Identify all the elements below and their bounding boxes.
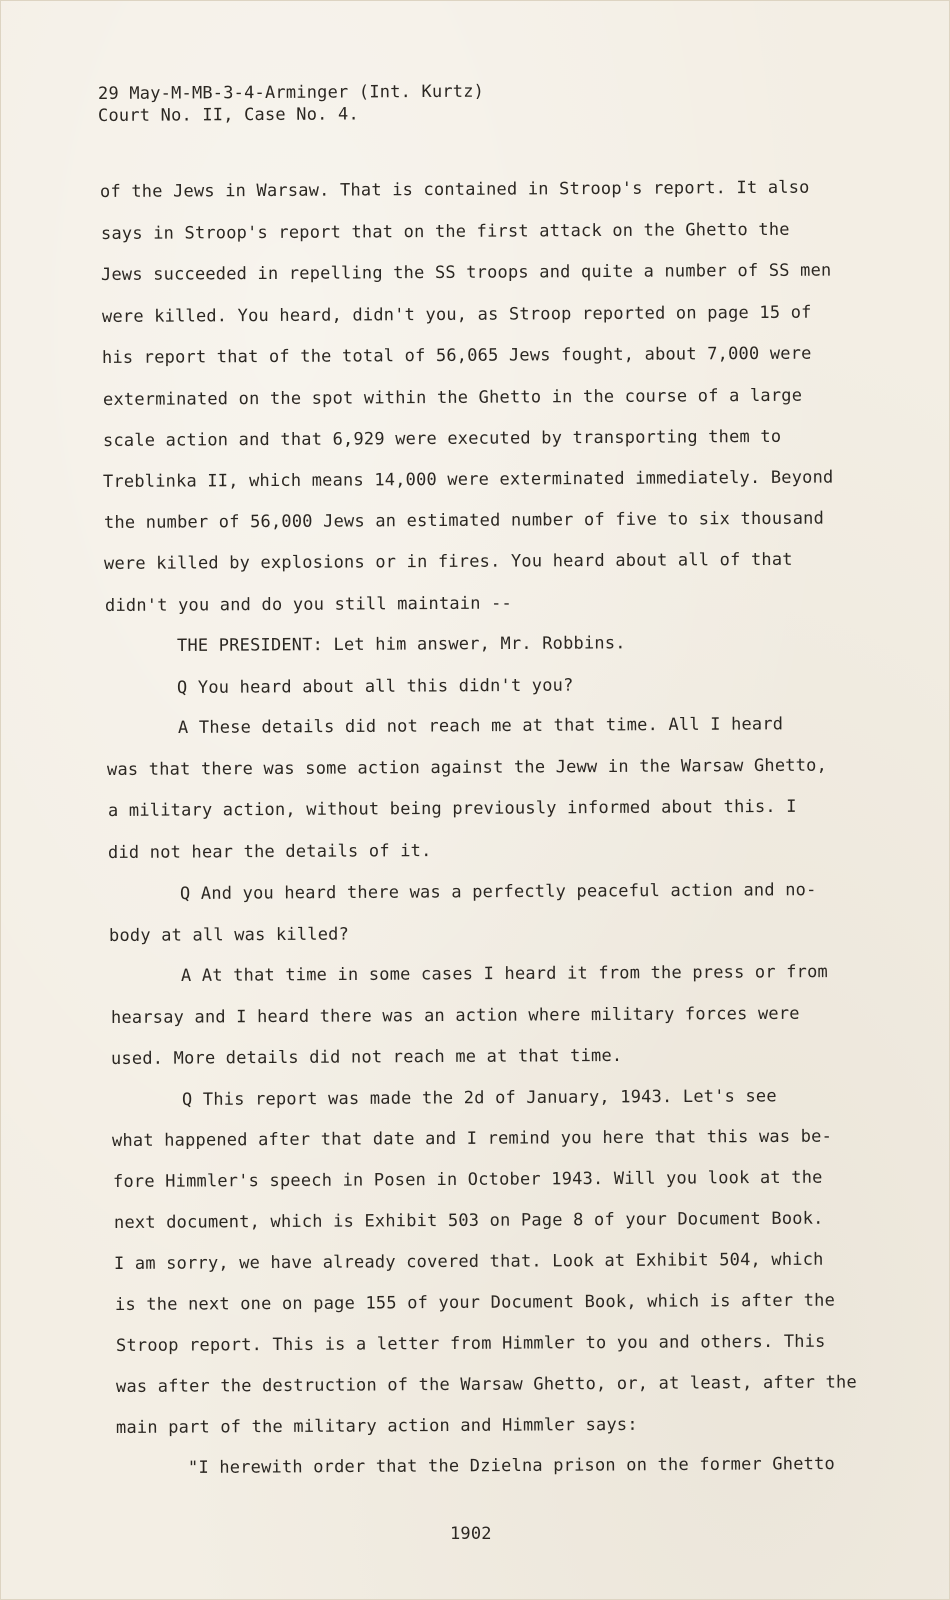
body-line: main part of the military action and Himmler says: — [115, 1414, 638, 1438]
question-line: Q This report was made the 2d of January, 1943. Let's see — [181, 1086, 777, 1110]
body-line: were killed by explosions or in fires. You heard about all of that — [103, 549, 793, 574]
header-court-number: Court No. II, Case No. 4. — [97, 104, 359, 126]
body-line: used. More details did not reach me at that time. — [110, 1045, 623, 1069]
body-line: hearsay and I heard there was an action where military forces were — [110, 1003, 800, 1028]
body-line: fore Himmler's speech in Posen in October 1943. Will you look at the — [112, 1167, 823, 1192]
speaker-line: THE PRESIDENT: Let him answer, Mr. Robbins. — [176, 633, 626, 656]
header-case-reference: 29 May-M-MB-3-4-Arminger (Int. Kurtz) — [97, 81, 485, 104]
body-line: I am sorry, we have already covered that. Look at Exhibit 504, which — [113, 1249, 824, 1274]
answer-line: A At that time in some cases I heard it from the press or from — [180, 962, 829, 986]
question-line: Q You heard about all this didn't you? — [176, 675, 574, 698]
body-line: his report that of the total of 56,065 Jews fought, about 7,000 were — [101, 343, 812, 368]
body-line: Treblinka II, which means 14,000 were exterminated immediately. Beyond — [102, 467, 834, 492]
body-line: was after the destruction of the Warsaw Ghetto, or, at least, after the — [115, 1372, 857, 1397]
body-line: was that there was some action against the Jeww in the Warsaw Ghetto, — [106, 755, 828, 780]
body-line: what happened after that date and I remind you here that this was be- — [111, 1126, 833, 1151]
body-line: Stroop report. This is a letter from Himmler to you and others. This — [115, 1331, 826, 1356]
body-line: body at all was killed? — [108, 924, 350, 946]
body-line: is the next one on page 155 of your Document Book, which is after the — [114, 1290, 836, 1315]
body-line: did not hear the details of it. — [107, 841, 432, 863]
body-line: of the Jews in Warsaw. That is contained in Stroop's report. It also — [99, 177, 810, 202]
body-line: didn't you and do you still maintain -- — [104, 593, 513, 616]
body-line: next document, which is Exhibit 503 on Page 8 of your Document Book. — [113, 1208, 824, 1233]
body-line: says in Stroop's report that on the first attack on the Ghetto the — [100, 219, 790, 244]
answer-line: A These details did not reach me at that time. All I heard — [177, 714, 784, 738]
question-line: Q And you heard there was a perfectly peaceful action and no- — [179, 880, 817, 904]
body-line: scale action and that 6,929 were executed by transporting them to — [102, 426, 782, 451]
body-line: the number of 56,000 Jews an estimated number of five to six thousand — [103, 508, 825, 533]
body-line: a military action, without being previously informed about this. I — [107, 796, 797, 821]
body-line: exterminated on the spot within the Ghetto in the course of a large — [102, 385, 803, 410]
body-line: Jews succeeded in repelling the SS troops and quite a number of SS men — [100, 260, 832, 285]
quoted-order-line: "I herewith order that the Dzielna prison on the former Ghetto — [187, 1454, 836, 1478]
body-line: were killed. You heard, didn't you, as Stroop reported on page 15 of — [101, 302, 812, 327]
page-number: 1902 — [450, 1524, 492, 1544]
